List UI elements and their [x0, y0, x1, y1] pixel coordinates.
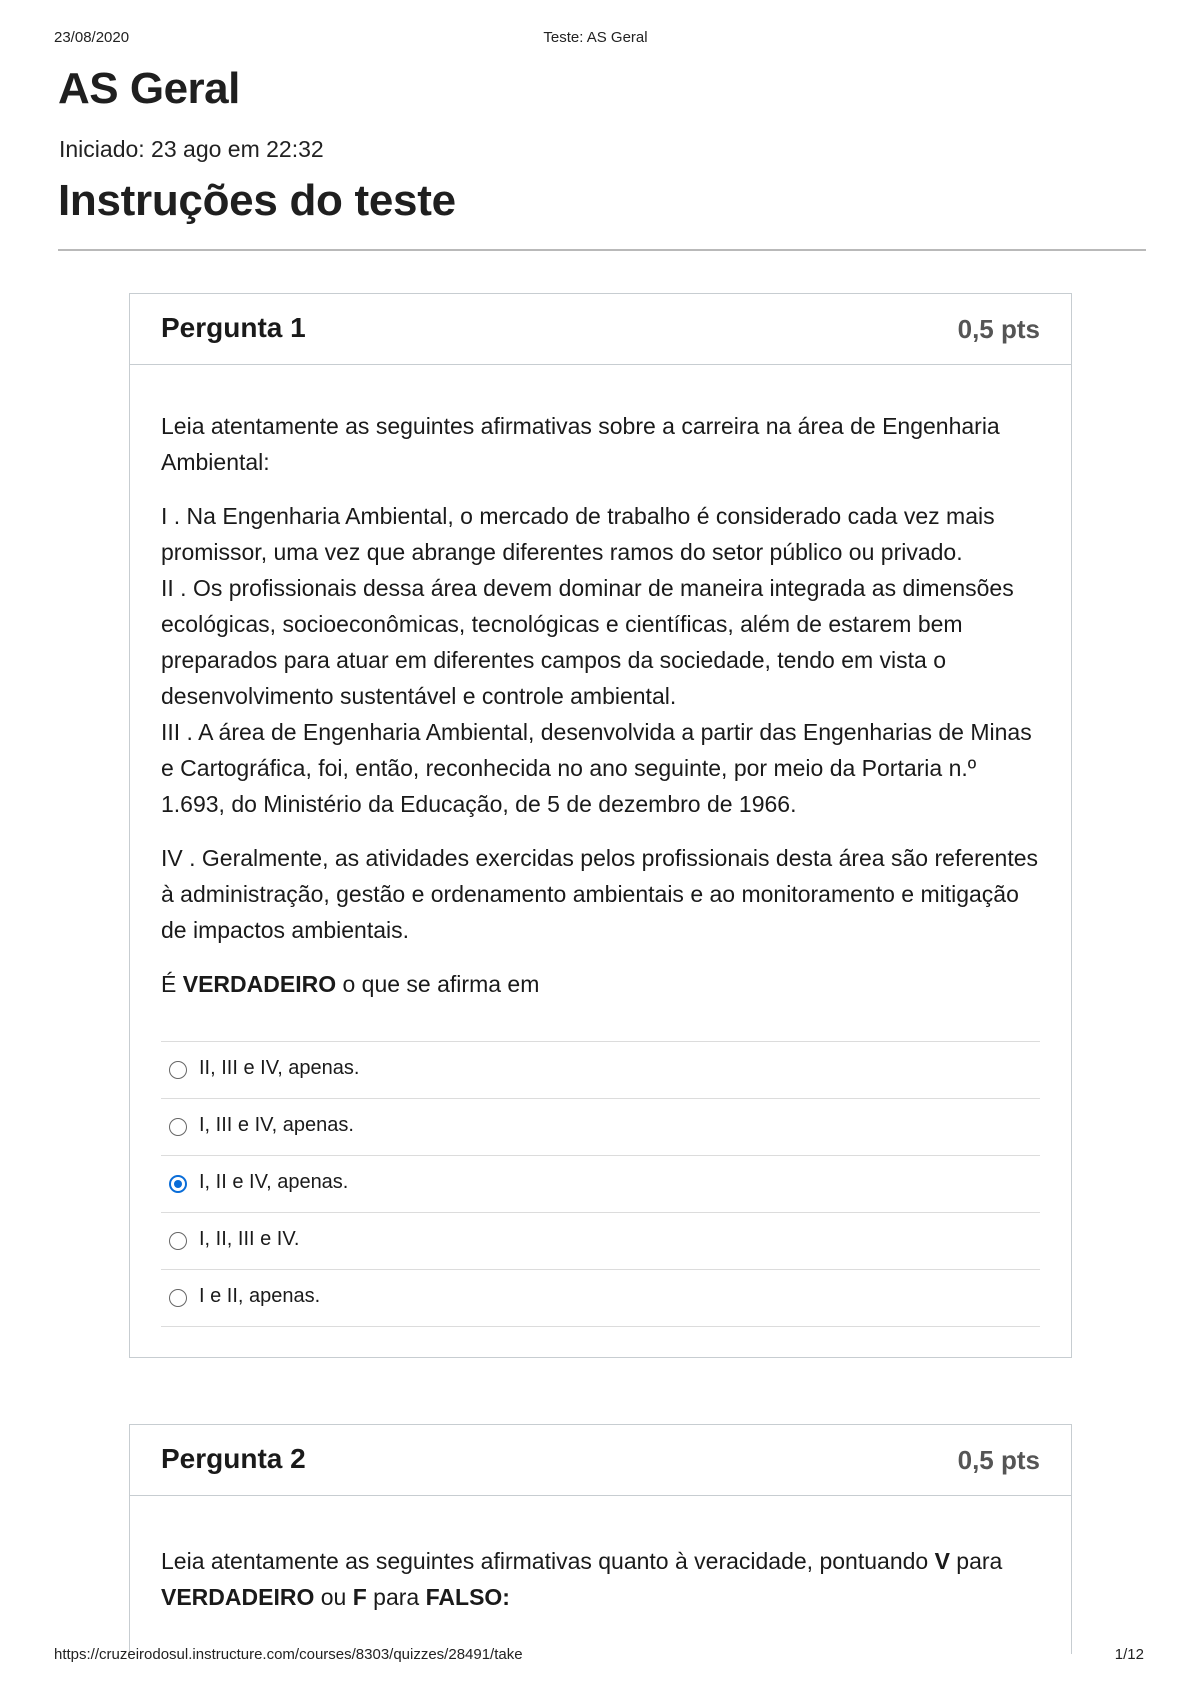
radio-unchecked-icon[interactable]: [169, 1232, 187, 1250]
question-1-prompt: [161, 966, 1040, 1002]
prompt-suffix: o que se afirma em: [336, 971, 540, 997]
print-page-number: 1/12: [1114, 1646, 1144, 1663]
intro-v: V: [934, 1548, 950, 1574]
radio-unchecked-icon[interactable]: [169, 1289, 187, 1307]
question-1-statement-1: I . Na Engenharia Ambiental, o mercado de trabalho é considerado cada vez mais promissor, uma vez que abrange diferentes ramos do setor público ou privado.: [161, 503, 995, 565]
question-2-header: [130, 1425, 1071, 1496]
intro-false: FALSO:: [425, 1584, 510, 1610]
quiz-started-time: Iniciado: 23 ago em 22:32: [59, 136, 324, 162]
question-1-body: [130, 365, 1071, 1002]
intro-text: para: [949, 1548, 1003, 1574]
question-1: [129, 293, 1072, 1358]
intro-text: para: [366, 1584, 426, 1610]
radio-checked-icon[interactable]: [169, 1175, 187, 1193]
answer-label[interactable]: I, III e IV, apenas.: [199, 1114, 354, 1136]
answer-label[interactable]: I e II, apenas.: [199, 1285, 321, 1307]
answer-option-2[interactable]: [161, 1099, 1040, 1156]
answer-label[interactable]: I, II e IV, apenas.: [199, 1171, 349, 1193]
print-header: [0, 29, 1191, 51]
answer-label[interactable]: I, II, III e IV.: [199, 1228, 300, 1250]
question-1-points: 0,5 pts: [957, 314, 1040, 344]
header-divider: [58, 249, 1146, 251]
print-date: 23/08/2020: [54, 29, 130, 46]
question-2: [129, 1424, 1072, 1654]
answer-option-1[interactable]: [161, 1042, 1040, 1099]
question-1-answers: [161, 1041, 1040, 1327]
intro-f: F: [352, 1584, 367, 1610]
print-title: Teste: AS Geral: [543, 29, 648, 46]
radio-unchecked-icon[interactable]: [169, 1118, 187, 1136]
radio-unchecked-icon[interactable]: [169, 1061, 187, 1079]
question-1-name: Pergunta 1: [161, 312, 306, 343]
question-2-name: Pergunta 2: [161, 1443, 306, 1474]
question-1-statement-2: II . Os profissionais dessa área devem dominar de maneira integrada as dimensões ecológicas, socioeconômicas, tecnológicas e científicas, além de estarem bem preparados para atuar em diferentes campos da sociedade, tendo em vista o desenvolvimento sustentável e controle ambiental.: [161, 575, 1014, 709]
answer-label[interactable]: II, III e IV, apenas.: [199, 1057, 360, 1079]
prompt-bold: VERDADEIRO: [182, 971, 337, 997]
question-2-points: 0,5 pts: [957, 1445, 1040, 1475]
question-1-intro: Leia atentamente as seguintes afirmativas sobre a carreira na área de Engenharia Ambiental:: [161, 413, 1000, 475]
question-2-body: [130, 1496, 1071, 1615]
question-1-statement-3: III . A área de Engenharia Ambiental, desenvolvida a partir das Engenharias de Minas e Cartográfica, foi, então, reconhecida no ano seguinte, por meio da Portaria n.º 1.693, do Ministério da Educação, de 5 de dezembro de 1966.: [161, 719, 1032, 817]
answer-option-3-selected[interactable]: [161, 1156, 1040, 1213]
print-url: https://cruzeirodosul.instructure.com/courses/8303/quizzes/28491/take: [54, 1646, 523, 1663]
intro-text: ou: [314, 1584, 353, 1610]
question-2-intro: [161, 1543, 1040, 1615]
prompt-prefix: É: [161, 971, 183, 997]
question-1-statement-4: IV . Geralmente, as atividades exercidas pelos profissionais desta área são referentes à administração, gestão e ordenamento ambientais e ao monitoramento e mitigação de impactos ambientais.: [161, 845, 1039, 943]
intro-text: Leia atentamente as seguintes afirmativas quanto à veracidade, pontuando: [161, 1548, 935, 1574]
intro-true: VERDADEIRO: [161, 1584, 315, 1610]
question-1-header: [130, 294, 1071, 365]
answer-option-4[interactable]: [161, 1213, 1040, 1270]
quiz-title: AS Geral: [58, 64, 240, 113]
answer-option-5[interactable]: [161, 1270, 1040, 1327]
instructions-title: Instruções do teste: [58, 176, 456, 225]
